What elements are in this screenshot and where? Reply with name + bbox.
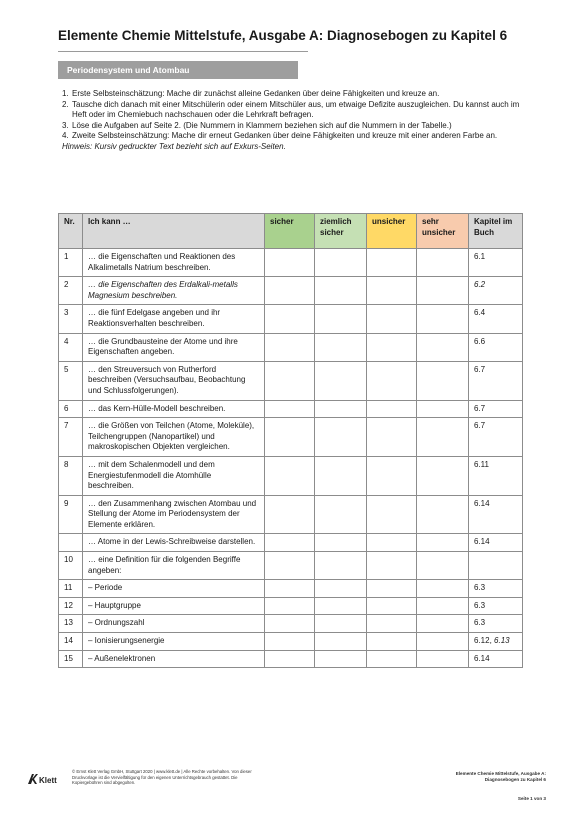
- header-ziemlich-sicher: ziemlich sicher: [315, 214, 367, 249]
- table-row: [59, 456, 523, 495]
- row-number: 5: [59, 361, 83, 400]
- checkbox-sehr-unsicher[interactable]: [417, 615, 469, 633]
- checkbox-sehr-unsicher[interactable]: [417, 597, 469, 615]
- checkbox-ziemlich-sicher[interactable]: [315, 361, 367, 400]
- section-banner: Periodensystem und Atombau: [58, 61, 298, 79]
- table-row: [59, 580, 523, 598]
- row-number: 11: [59, 580, 83, 598]
- checkbox-sicher[interactable]: [265, 495, 315, 534]
- table-row: [59, 534, 523, 552]
- table-row: [59, 361, 523, 400]
- instruction-number: 2.: [62, 99, 69, 109]
- row-number: 4: [59, 333, 83, 361]
- row-number: 3: [59, 305, 83, 333]
- checkbox-sicher[interactable]: [265, 277, 315, 305]
- logo-text: Klett: [39, 776, 57, 785]
- header-kapitel: Kapitel im Buch: [469, 214, 523, 249]
- checkbox-ziemlich-sicher[interactable]: [315, 249, 367, 277]
- instruction-text: Löse die Aufgaben auf Seite 2. (Die Nummern in Klammern beziehen sich auf die Nummern in der Tabelle.): [72, 120, 452, 130]
- checkbox-ziemlich-sicher[interactable]: [315, 534, 367, 552]
- row-number: 14: [59, 633, 83, 651]
- checkbox-sicher[interactable]: [265, 597, 315, 615]
- row-number: 1: [59, 249, 83, 277]
- checkbox-ziemlich-sicher[interactable]: [315, 650, 367, 668]
- checkbox-sehr-unsicher[interactable]: [417, 495, 469, 534]
- row-kapitel: 6.1: [469, 249, 523, 277]
- row-number: [59, 534, 83, 552]
- checkbox-ziemlich-sicher[interactable]: [315, 456, 367, 495]
- header-unsicher: unsicher: [367, 214, 417, 249]
- checkbox-unsicher[interactable]: [367, 277, 417, 305]
- table-row: [59, 333, 523, 361]
- checkbox-sehr-unsicher[interactable]: [417, 361, 469, 400]
- checkbox-ziemlich-sicher[interactable]: [315, 597, 367, 615]
- checkbox-sicher[interactable]: [265, 400, 315, 418]
- checkbox-ziemlich-sicher[interactable]: [315, 633, 367, 651]
- footer-document-title: [456, 771, 546, 783]
- checkbox-sehr-unsicher[interactable]: [417, 552, 469, 580]
- klett-logo-icon: [26, 772, 60, 786]
- row-kapitel: 6.7: [469, 361, 523, 400]
- header-sicher: sicher: [265, 214, 315, 249]
- table-row: [59, 277, 523, 305]
- row-kapitel: 6.11: [469, 456, 523, 495]
- instruction-item: [58, 131, 528, 142]
- checkbox-sehr-unsicher[interactable]: [417, 633, 469, 651]
- row-competence: … die fünf Edelgase angeben und ihr Reaktionsverhalten beschreiben.: [83, 305, 265, 333]
- row-competence: – Hauptgruppe: [83, 597, 265, 615]
- table-row: [59, 418, 523, 457]
- footer-title-line: Elemente Chemie Mittelstufe, Ausgabe A:: [455, 771, 546, 776]
- kapitel-value: 6.12,: [474, 636, 492, 646]
- checkbox-sehr-unsicher[interactable]: [417, 400, 469, 418]
- klett-logo: [26, 772, 60, 786]
- row-competence: … Atome in der Lewis-Schreibweise darstellen.: [83, 534, 265, 552]
- header-ich-kann: Ich kann …: [83, 214, 265, 249]
- row-number: 15: [59, 650, 83, 668]
- row-competence: … die Eigenschaften des Erdalkali-metalls Magnesium beschreiben.: [83, 277, 265, 305]
- checkbox-sehr-unsicher[interactable]: [417, 305, 469, 333]
- instruction-number: 3.: [62, 120, 69, 130]
- row-kapitel: 6.14: [469, 495, 523, 534]
- checkbox-unsicher[interactable]: [367, 580, 417, 598]
- row-competence: … den Streuversuch von Rutherford beschreiben (Versuchsaufbau, Beobachtung und Schlussfolgerungen).: [83, 361, 265, 400]
- checkbox-unsicher[interactable]: [367, 333, 417, 361]
- checkbox-ziemlich-sicher[interactable]: [315, 552, 367, 580]
- page-title: Elemente Chemie Mittelstufe, Ausgabe A: Diagnosebogen zu Kapitel 6: [58, 28, 508, 43]
- checkbox-sicher[interactable]: [265, 552, 315, 580]
- instruction-item: [58, 121, 528, 132]
- table-row: [59, 633, 523, 651]
- checkbox-sicher[interactable]: [265, 615, 315, 633]
- row-number: 9: [59, 495, 83, 534]
- checkbox-ziemlich-sicher[interactable]: [315, 305, 367, 333]
- row-competence: … die Größen von Teilchen (Atome, Moleküle), Teilchengruppen (Nanopartikel) und makroskopischen Objekten vergleichen.: [83, 418, 265, 457]
- instruction-text: Zweite Selbsteinschätzung: Mache dir erneut Gedanken über deine Fähigkeiten und kreuze mit einer anderen Farbe an.: [72, 131, 498, 141]
- table-row: [59, 305, 523, 333]
- checkbox-ziemlich-sicher[interactable]: [315, 418, 367, 457]
- table-row: [59, 495, 523, 534]
- row-competence: – Außenelektronen: [83, 650, 265, 668]
- self-assessment-table: [58, 213, 523, 668]
- checkbox-sicher[interactable]: [265, 650, 315, 668]
- row-kapitel: 6.7: [469, 400, 523, 418]
- row-competence: … die Eigenschaften und Reaktionen des Alkalimetalls Natrium beschreiben.: [83, 249, 265, 277]
- row-kapitel: 6.3: [469, 615, 523, 633]
- row-number: 6: [59, 400, 83, 418]
- row-kapitel: 6.3: [469, 597, 523, 615]
- checkbox-unsicher[interactable]: [367, 305, 417, 333]
- checkbox-unsicher[interactable]: [367, 495, 417, 534]
- checkbox-ziemlich-sicher[interactable]: [315, 400, 367, 418]
- checkbox-sehr-unsicher[interactable]: [417, 580, 469, 598]
- table-row: [59, 552, 523, 580]
- table-header-row: [59, 214, 523, 249]
- row-kapitel: 6.2: [469, 277, 523, 305]
- checkbox-sehr-unsicher[interactable]: [417, 418, 469, 457]
- row-kapitel: 6.14: [469, 650, 523, 668]
- checkbox-sicher[interactable]: [265, 580, 315, 598]
- checkbox-sicher[interactable]: [265, 633, 315, 651]
- row-competence: … den Zusammenhang zwischen Atombau und Stellung der Atome im Periodensystem der Elemente erklären.: [83, 495, 265, 534]
- checkbox-sehr-unsicher[interactable]: [417, 650, 469, 668]
- checkbox-ziemlich-sicher[interactable]: [315, 277, 367, 305]
- checkbox-unsicher[interactable]: [367, 615, 417, 633]
- instruction-text: Erste Selbsteinschätzung: Mache dir zunächst alleine Gedanken über deine Fähigkeiten und kreuze an.: [72, 89, 440, 98]
- checkbox-unsicher[interactable]: [367, 400, 417, 418]
- checkbox-sehr-unsicher[interactable]: [417, 456, 469, 495]
- instruction-item: [58, 89, 528, 100]
- checkbox-sicher[interactable]: [265, 249, 315, 277]
- row-kapitel: 6.14: [469, 534, 523, 552]
- checkbox-unsicher[interactable]: [367, 633, 417, 651]
- table-row: [59, 615, 523, 633]
- checkbox-unsicher[interactable]: [367, 249, 417, 277]
- row-competence: … eine Definition für die folgenden Begriffe angeben:: [83, 552, 265, 580]
- row-kapitel: 6.7: [469, 418, 523, 457]
- checkbox-sehr-unsicher[interactable]: [417, 534, 469, 552]
- checkbox-sehr-unsicher[interactable]: [417, 333, 469, 361]
- checkbox-unsicher[interactable]: [367, 597, 417, 615]
- footer-subtitle-line: Diagnosebogen zu Kapitel 6: [484, 776, 546, 782]
- checkbox-sicher[interactable]: [265, 456, 315, 495]
- instruction-number: 1.: [62, 89, 69, 98]
- kapitel-exkurs-value: 6.13: [494, 636, 510, 646]
- row-kapitel: [469, 633, 523, 651]
- row-kapitel: [469, 552, 523, 580]
- checkbox-sehr-unsicher[interactable]: [417, 249, 469, 277]
- header-nr: Nr.: [59, 214, 83, 249]
- row-number: 8: [59, 456, 83, 495]
- row-number: 13: [59, 615, 83, 633]
- instruction-text: Tausche dich danach mit einer Mitschülerin oder einem Mitschüler aus, um etwaige Defizite auszugleichen. Du kannst auch im Heft oder im Chemiebuch nachschauen oder die Lehrkraft befragen.: [72, 99, 520, 120]
- checkbox-sicher[interactable]: [265, 361, 315, 400]
- row-kapitel: 6.6: [469, 333, 523, 361]
- row-competence: – Periode: [83, 580, 265, 598]
- row-competence: … das Kern-Hülle-Modell beschreiben.: [83, 400, 265, 418]
- row-number: 10: [59, 552, 83, 580]
- table-row: [59, 650, 523, 668]
- hint-text: Hinweis: Kursiv gedruckter Text bezieht sich auf Exkurs-Seiten.: [62, 141, 286, 151]
- copyright-text: © Ernst Klett Verlag GmbH, Stuttgart 2020 | www.klett.de | Alle Rechte vorbehalten. Von dieser Druckvorlage ist die Vervielfältigung für den eigenen Unterrichtsgebrauch gestattet. Die Kopiergebühren sind abgegolten.: [72, 769, 252, 786]
- checkbox-ziemlich-sicher[interactable]: [315, 333, 367, 361]
- checkbox-sicher[interactable]: [265, 534, 315, 552]
- checkbox-sehr-unsicher[interactable]: [417, 277, 469, 305]
- checkbox-ziemlich-sicher[interactable]: [315, 615, 367, 633]
- row-kapitel: 6.3: [469, 580, 523, 598]
- table-row: [59, 597, 523, 615]
- row-competence: – Ordnungszahl: [83, 615, 265, 633]
- row-number: 12: [59, 597, 83, 615]
- row-number: 7: [59, 418, 83, 457]
- page-number: Seite 1 von 3: [517, 796, 546, 801]
- table-row: [59, 249, 523, 277]
- checkbox-sicher[interactable]: [265, 305, 315, 333]
- instruction-item: [58, 100, 528, 121]
- row-kapitel: 6.4: [469, 305, 523, 333]
- checkbox-unsicher[interactable]: [367, 552, 417, 580]
- checkbox-ziemlich-sicher[interactable]: [315, 495, 367, 534]
- row-competence: … mit dem Schalenmodell und dem Energiestufenmodell die Atomhülle beschreiben.: [83, 456, 265, 495]
- row-number: 2: [59, 277, 83, 305]
- table-row: [59, 400, 523, 418]
- header-sehr-unsicher: sehr unsicher: [417, 214, 469, 249]
- title-divider: [58, 51, 308, 52]
- checkbox-unsicher[interactable]: [367, 456, 417, 495]
- checkbox-sicher[interactable]: [265, 333, 315, 361]
- instruction-list: [58, 89, 528, 153]
- row-competence: – Ionisierungsenergie: [83, 633, 265, 651]
- row-competence: … die Grundbausteine der Atome und ihre Eigenschaften angeben.: [83, 333, 265, 361]
- instruction-number: 4.: [62, 131, 69, 141]
- checkbox-unsicher[interactable]: [367, 361, 417, 400]
- checkbox-unsicher[interactable]: [367, 650, 417, 668]
- checkbox-unsicher[interactable]: [367, 534, 417, 552]
- checkbox-sicher[interactable]: [265, 418, 315, 457]
- checkbox-ziemlich-sicher[interactable]: [315, 580, 367, 598]
- checkbox-unsicher[interactable]: [367, 418, 417, 457]
